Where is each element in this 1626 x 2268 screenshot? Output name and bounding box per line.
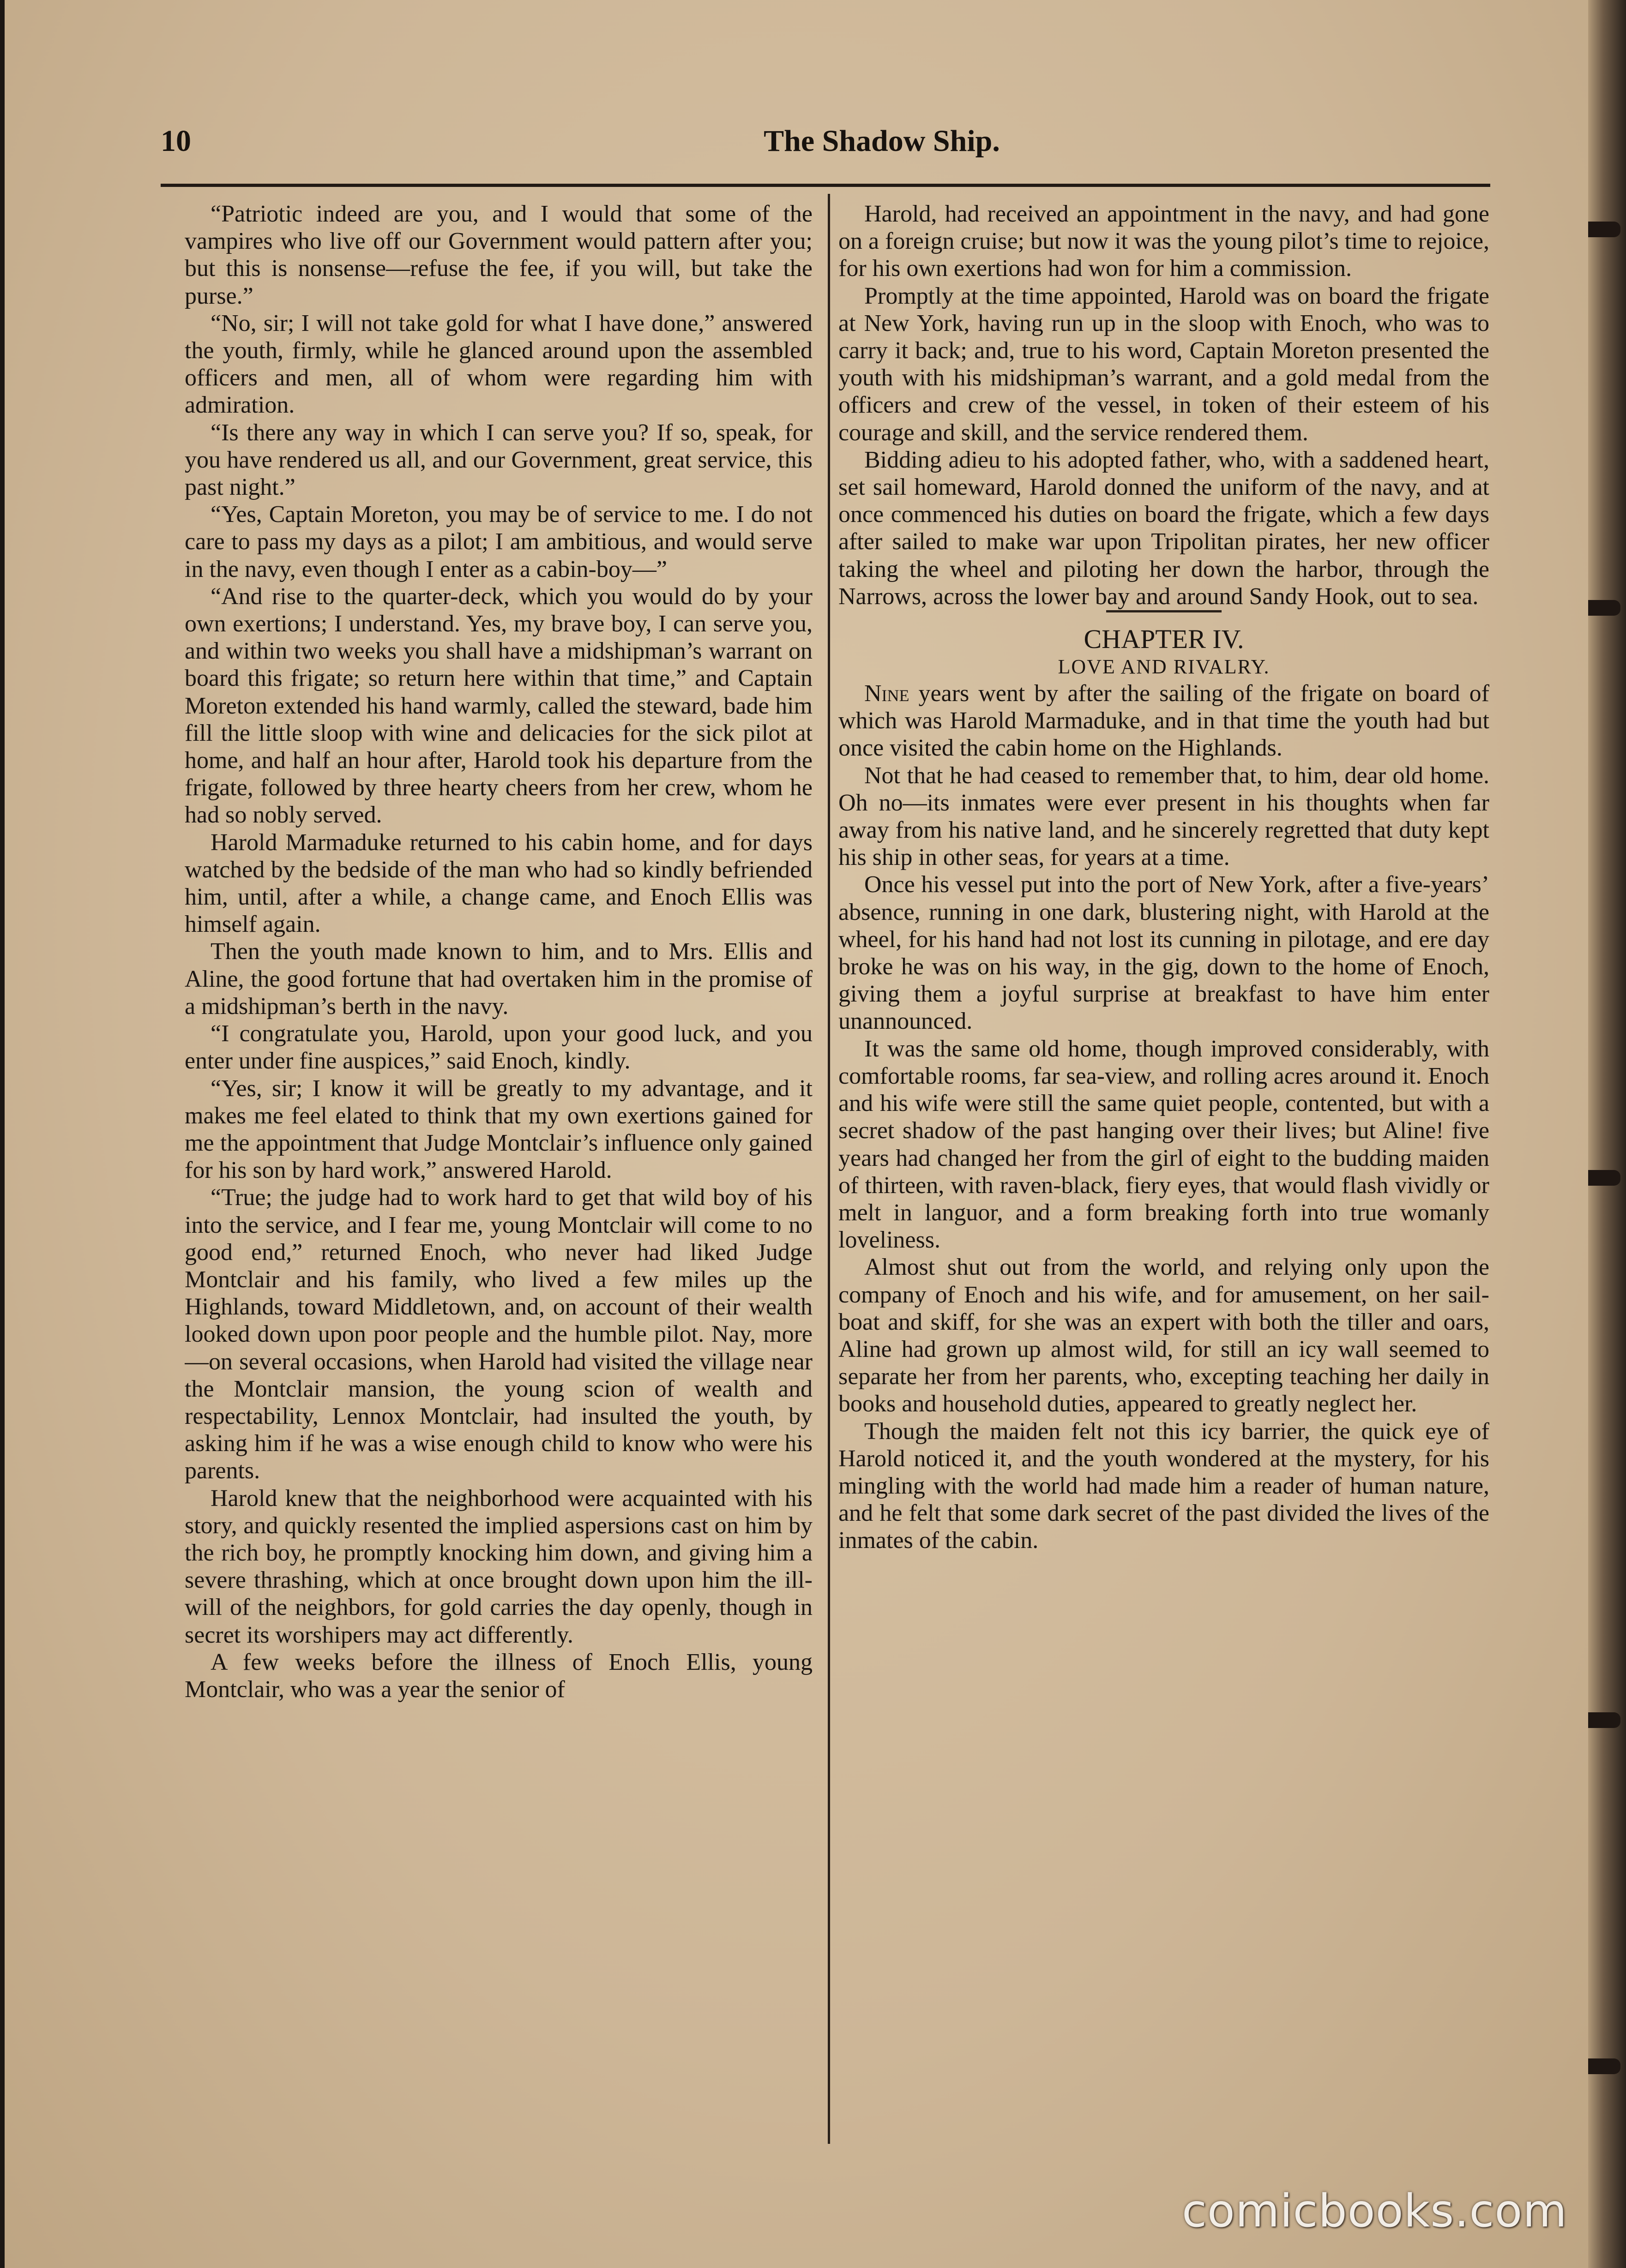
paragraph: Harold Marmaduke returned to his cabin home, and for days watched by the bedside of the man who had so kindly befriended him, until, after a while, a change came, and Enoch Ellis was himself again. [185,829,813,938]
chapter-opening-paragraph [838,680,1489,762]
paragraph: Harold, had received an appointment in the navy, and had gone on a foreign cruise; but now it was the young pilot’s time to rejoice, for his own exertions had won for him a commission. [838,201,1489,282]
paragraph: Promptly at the time appointed, Harold was on board the frigate at New York, having run up in the sloop with Enoch, who was to carry it back; and, true to his word, Captain Moreton presented the youth with his midshipman’s warrant, and a gold medal from the officers and crew of the vessel, in token of their esteem of his courage and skill, and the service rendered them. [838,282,1489,446]
paragraph: “I congratulate you, Harold, upon your good luck, and you enter under fine auspices,” said Enoch, kindly. [185,1020,813,1074]
paragraph: “And rise to the quarter-deck, which you would do by your own exertions; I understand. Yes, my brave boy, I can serve you, and within two weeks you shall have a midshipman’s warrant on board this frigate; so return here within that time,” and Captain Moreton extended his hand warmly, called the steward, bade him fill the little sloop with wine and delicacies for the sick pilot at home, and half an hour after, Harold took his departure from the frigate, followed by three hearty cheers from her crew, whom he had so nobly served. [185,583,813,828]
running-title: The Shadow Ship. [764,124,1000,158]
paragraph: “Is there any way in which I can serve you? If so, speak, for you have rendered us all, and our Government, great service, this past night.” [185,419,813,501]
chapter-heading: CHAPTER IV. [1084,624,1244,654]
paragraph: Harold knew that the neighborhood were acquainted with his story, and quickly resented the implied aspersions cast on him by the rich boy, he promptly knocking him down, and giving him a severe thrashing, which at once brought down upon him the ill-will of the neighbors, for gold carries the day openly, though in secret its worshipers may act differently. [185,1485,813,1648]
paragraph: Though the maiden felt not this icy barrier, the quick eye of Harold noticed it, and the youth wondered at the mystery, for his mingling with the world had made him a reader of human nature, and he felt that some dark secret of the past divided the lives of the inmates of the cabin. [838,1418,1489,1554]
paragraph: “Patriotic indeed are you, and I would that some of the vampires who live off our Government would pattern after you; but this is nonsense—refuse the fee, if you will, but take the purse.” [185,201,813,309]
header-rule [161,184,1490,187]
site-watermark: comicbooks.com [1182,2185,1567,2238]
paragraph: It was the same old home, though improved considerably, with comfortable rooms, far sea-view, and rolling acres around it. Enoch and his wife were still the same quiet people, contented, but with a secret shadow of the past hanging over their lives; but Aline! five years had changed her from the girl of eight to the budding maiden of thirteen, with raven-black, fiery eyes, that would flash vividly or melt in languor, and a form breaking forth into true womanly loveliness. [838,1035,1489,1254]
chapter-rule [1106,610,1222,612]
lead-in-word: Nine [864,680,909,707]
paragraph: Once his vessel put into the port of New York, after a five-years’ absence, running in one dark, blustering night, with Harold at the wheel, for his hand had not lost its cunning in pilotage, and ere day broke he was on his way, in the gig, down to the home of Enoch, giving them a joyful surprise at breakfast to have him enter unannounced. [838,871,1489,1035]
left-column [185,200,813,2162]
paragraph: Not that he had ceased to remember that, to him, dear old home. Oh no—its inmates were ever present in his thoughts when far away from his native land, and he sincerely regretted that duty kept his ship in other seas, for years at a time. [838,762,1489,871]
column-divider [828,194,830,2144]
chapter-subtitle: LOVE AND RIVALRY. [1058,655,1270,678]
paragraph: “Yes, sir; I know it will be greatly to my advantage, and it makes me feel elated to think that my own exertions gained for me the appointment that Judge Montclair’s influence only gained for his son by hard work,” answered Harold. [185,1075,813,1184]
paragraph: Then the youth made known to him, and to Mrs. Ellis and Aline, the good fortune that had overtaken him in the promise of a midshipman’s berth in the navy. [185,938,813,1020]
paragraph: Bidding adieu to his adopted father, who, with a saddened heart, set sail homeward, Harold donned the uniform of the navy, and at once commenced his duties on board the frigate, which a few days after sailed to make war upon Tripolitan pirates, her new officer taking the wheel and piloting her down the harbor, through the Narrows, across the lower bay and around Sandy Hook, out to sea. [838,446,1489,610]
paragraph: “True; the judge had to work hard to get that wild boy of his into the service, and I fear me, young Montclair will come to no good end,” returned Enoch, who never had liked Judge Montclair and his family, who lived a few miles up the Highlands, toward Middletown, and, on account of their wealth looked down upon poor people and the humble pilot. Nay, more—on several occasions, when Harold had visited the village near the Montclair mansion, the young scion of wealth and respectability, Lennox Montclair, had insulted the youth, by asking him if he was a wise enough child to know who were his parents. [185,1184,813,1484]
book-page [5,0,1588,2268]
paragraph: Almost shut out from the world, and relying only upon the company of Enoch and his wife, and for amusement, on her sail-boat and skiff, for she was an expert with both the tiller and oars, Aline had grown up almost wild, for still an icy wall seemed to separate her from her parents, who, excepting teaching her daily in books and household duties, appeared to greatly neglect her. [838,1254,1489,1417]
binding-spine [1588,0,1626,2268]
right-column [838,200,1489,2162]
paragraph: “Yes, Captain Moreton, you may be of service to me. I do not care to pass my days as a pilot; I am ambitious, and would serve in the navy, even though I enter as a cabin-boy—” [185,501,813,582]
paragraph: A few weeks before the illness of Enoch Ellis, young Montclair, who was a year the senior of [185,1649,813,1703]
paragraph: “No, sir; I will not take gold for what I have done,” answered the youth, firmly, while he glanced around upon the assembled officers and men, all of whom were regarding him with admiration. [185,310,813,419]
page-number: 10 [161,124,191,158]
paragraph-text: years went by after the sailing of the frigate on board of which was Harold Marmaduke, and in that time the youth had but once visited the cabin home on the Highlands. [838,680,1489,762]
